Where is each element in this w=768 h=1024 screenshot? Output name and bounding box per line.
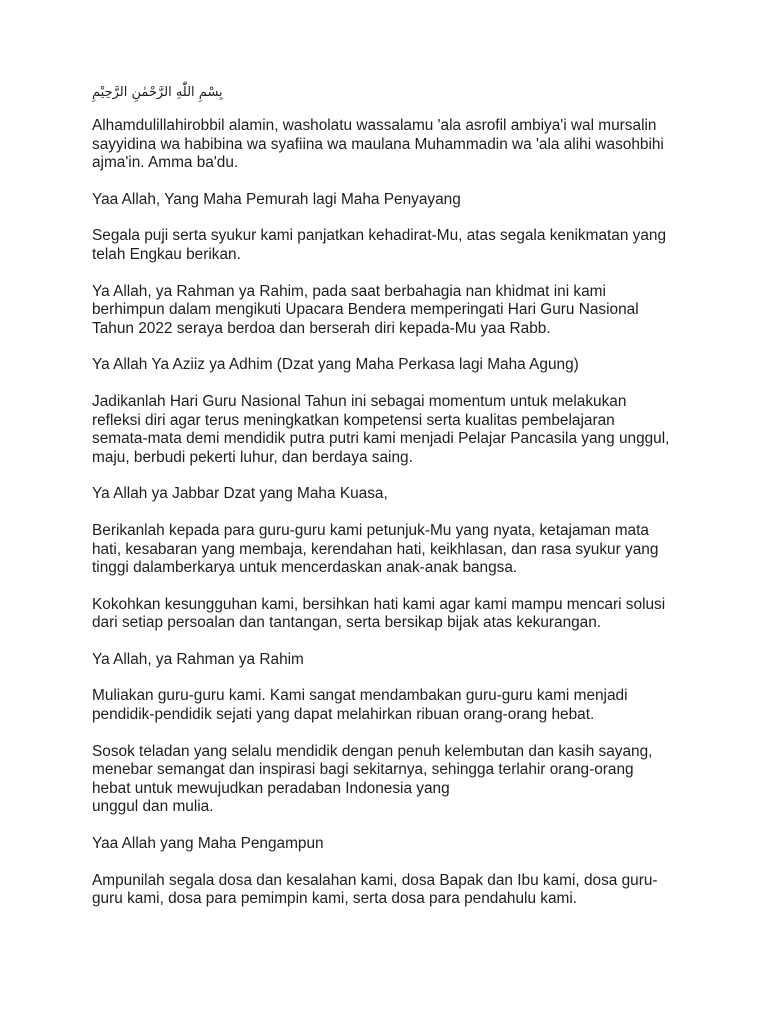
paragraph-praise: Segala puji serta syukur kami panjatkan kehadirat-Mu, atas segala kenikmatan yang telah Engkau berikan.: [92, 227, 667, 263]
paragraph-reflection: Jadikanlah Hari Guru Nasional Tahun ini sebagai momentum untuk melakukan refleksi diri agar terus meningkatkan kompetensi serta kualitas pembelajaran semata-mata demi mendidik putra putri kami menjadi Pelajar Pancasila yang unggul, maju, berbudi pekerti luhur, dan berdaya saing.: [92, 392, 670, 466]
paragraph-gathering: Ya Allah, ya Rahman ya Rahim, pada saat berbahagia nan khidmat ini kami berhimpun dalam mengikuti Upacara Bendera memperingati Hari Guru Nasional Tahun 2022 seraya berdoa dan berserah diri kepada-Mu yaa Rabb.: [92, 282, 639, 337]
paragraph-guidance: Berikanlah kepada para guru-guru kami petunjuk-Mu yang nyata, ketajaman mata hati, kesabaran yang membaja, kerendahan hati, keikhlasan, dan rasa syukur yang tinggi dalamberkarya untuk mencerdaskan anak-anak bangsa.: [92, 521, 659, 577]
paragraph-invocation-2: Ya Allah Ya Aziiz ya Adhim (Dzat yang Maha Perkasa lagi Maha Agung): [92, 356, 579, 374]
paragraph-honor-teachers: Muliakan guru-guru kami. Kami sangat mendambakan guru-guru kami menjadi pendidik-pendidik sejati yang dapat melahirkan ribuan orang-orang hebat.: [92, 687, 628, 724]
document-page: [92, 84, 692, 927]
basmalah-heading: بِسْمِ اللّٰهِ الرَّحْمٰنِ الرَّحِيْمِ: [92, 85, 223, 100]
paragraph-forgiveness: Ampunilah segala dosa dan kesalahan kami, dosa Bapak dan Ibu kami, dosa guru- guru kami, dosa para pemimpin kami, serta dosa para pendahulu kami.: [92, 871, 658, 908]
paragraph-invocation-1: Yaa Allah, Yang Maha Pemurah lagi Maha Penyayang: [92, 190, 461, 208]
paragraph-resolve: Kokohkan kesungguhan kami, bersihkan hati kami agar kami mampu mencari solusi dari setiap persoalan dan tantangan, serta bersikap bijak atas kekurangan.: [92, 595, 666, 632]
paragraph-opening: Alhamdulillahirobbil alamin, washolatu wassalamu 'ala asrofil ambiya'i wal mursalin sayyidina wa habibina wa syafiina wa maulana Muhammadin wa 'ala alihi wasohbihi ajma'in. Amma ba'du.: [92, 117, 664, 172]
paragraph-invocation-5: Yaa Allah yang Maha Pengampun: [92, 835, 324, 853]
paragraph-role-model: Sosok teladan yang selalu mendidik dengan penuh kelembutan dan kasih sayang, menebar semangat dan inspirasi bagi sekitarnya, sehingga terlahir orang-orang hebat untuk mewujudkan peradaban Indonesia yang unggul dan mulia.: [92, 742, 653, 816]
paragraph-invocation-3: Ya Allah ya Jabbar Dzat yang Maha Kuasa,: [92, 485, 388, 503]
paragraph-invocation-4: Ya Allah, ya Rahman ya Rahim: [92, 650, 304, 668]
